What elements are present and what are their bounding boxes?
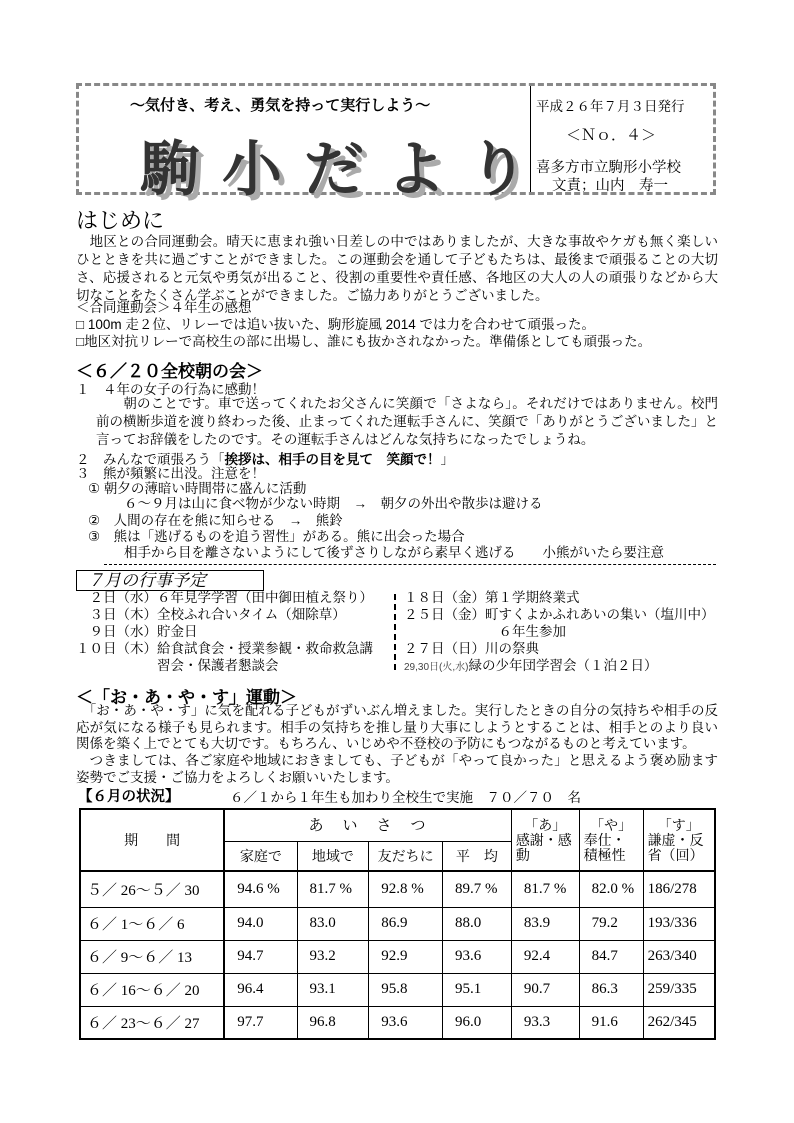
period-header: 期 間 xyxy=(80,809,224,871)
su-header xyxy=(643,809,715,871)
bear-line: 相手から目を離さないようにして後ずさりしながら素早く逃げる 小熊がいたら要注意 xyxy=(124,545,664,560)
assembly-heading: ＜６／２０全校朝の会＞ xyxy=(76,362,263,381)
bear-line: ① 朝夕の薄暗い時間帯に盛んに活動 xyxy=(88,481,307,496)
ya-header-sub: 奉仕・積極性 xyxy=(583,831,626,863)
value-cell: 94.0 xyxy=(224,907,297,940)
schedule-item: 習会・保護者懇談会 xyxy=(76,658,279,673)
schedule-item: ２５日（金）町すくよかふれあいの集い（塩川中） xyxy=(404,607,715,622)
value-cell: 86.3 xyxy=(579,973,643,1006)
period-cell: ６／ 9～６／ 13 xyxy=(80,940,224,973)
schedule-heading: ７月の行事予定 xyxy=(76,570,264,591)
newsletter-title: 駒小だより xyxy=(140,135,550,205)
value-cell: 90.7 xyxy=(511,973,579,1006)
table-row xyxy=(80,1006,715,1039)
schedule-left xyxy=(76,589,373,674)
period-cell: ６／ 23～６／ 27 xyxy=(80,1006,224,1039)
value-cell: 89.7 % xyxy=(443,871,512,907)
intro-bullet: □ 100m 走２位、リレーでは追い抜いた、駒形旋風 2014 では力を合わせて頑張った。 xyxy=(76,317,595,332)
assembly-item-1-body: 朝のことです。車で送ってくれたお父さんに笑顔で「さよなら」。それだけではありません。校門前の横断歩道を渡り終わった後、止まってくれた運転手さんに、笑顔で「ありがとうございました」と言ってお辞儀をしたのです。その運転手さんはどんな気持ちになったでしょうね。 xyxy=(96,396,718,447)
value-cell: 88.0 xyxy=(443,907,512,940)
sub-header-average: 平 均 xyxy=(443,841,512,871)
a-header-title: 「あ」 xyxy=(524,816,567,833)
value-cell: 97.7 xyxy=(224,1006,297,1039)
value-cell: 79.2 xyxy=(579,907,643,940)
author: 文責；山内 寿一 xyxy=(552,178,668,194)
value-cell: 83.9 xyxy=(511,907,579,940)
value-cell: 92.4 xyxy=(511,940,579,973)
schedule-right xyxy=(404,589,715,676)
schedule-divider xyxy=(394,594,396,670)
intro-paragraph: 地区との合同運動会。晴天に恵まれ強い日差しの中ではありましたが、大きな事故やケガも無く楽しいひとときを共に過ごすことができました。この運動会を通して子どもたちは、最後まで頑張ることの大切さ、応援されると元気や勇気が出ること、役割の重要性や責任感、各地区の大人の人の頑張りなどから大切なことをたくさん学ぶことができました。ご協力ありがとうございました。 xyxy=(76,234,718,303)
assembly-item-2-prefix: ２ みんなで頑張ろう「 xyxy=(76,452,225,467)
schedule-item: １８日（金）第１学期終業式 xyxy=(404,590,580,605)
status-note: ６／１から１年生も加わり全校生で実施 ７０／７０ 名 xyxy=(230,790,581,805)
bear-line: ③ 熊は「逃げるものを追う習性」がある。熊に出会った場合 xyxy=(88,529,465,544)
schedule-item: ９日（水）貯金日 xyxy=(76,624,198,639)
schedule-item: ３日（木）全校ふれ合いタイム（畑除草） xyxy=(76,607,346,622)
value-cell: 95.1 xyxy=(443,973,512,1006)
intro-heading-text: はじめに xyxy=(76,208,165,233)
oayasu-paragraph: つきましては、各ご家庭や地域におきましても、子どもが「やって良かった」と思えるよう褒め励ます姿勢でご支援・ご協力をよろしくお願いいたします。 xyxy=(76,753,718,785)
value-cell: 93.1 xyxy=(297,973,369,1006)
value-cell: 81.7 % xyxy=(297,871,369,907)
a-header-sub: 感謝・感動 xyxy=(515,831,572,863)
value-cell: 262/345 xyxy=(643,1006,715,1039)
assembly-item-2-suffix: 」 xyxy=(440,452,454,467)
value-cell: 93.6 xyxy=(443,940,512,973)
table-row xyxy=(80,907,715,940)
period-cell: ５／ 26～５／ 30 xyxy=(80,871,224,907)
assembly-item-3: ３ 熊が頻繁に出没。注意を！ xyxy=(76,466,265,481)
value-cell: 82.0 % xyxy=(579,871,643,907)
intro-subheading: ＜合同運動会＞４年生の感想 xyxy=(76,300,252,315)
value-cell: 259/335 xyxy=(643,973,715,1006)
value-cell: 186/278 xyxy=(643,871,715,907)
value-cell: 94.7 xyxy=(224,940,297,973)
table-row xyxy=(80,940,715,973)
schedule-item: ６年生参加 xyxy=(404,624,566,639)
issue-date: 平成２６年７月３日発行 xyxy=(536,99,685,114)
value-cell: 86.9 xyxy=(369,907,443,940)
ya-header xyxy=(579,809,643,871)
sub-header-community: 地域で xyxy=(297,841,369,871)
value-cell: 95.8 xyxy=(369,973,443,1006)
sub-header-home: 家庭で xyxy=(224,841,297,871)
value-cell: 96.8 xyxy=(297,1006,369,1039)
tagline: ～気付き、考え、勇気を持って実行しよう～ xyxy=(130,97,431,114)
table-row xyxy=(80,871,715,907)
schedule-item: ２７日（日）川の祭典 xyxy=(404,641,539,656)
value-cell: 91.6 xyxy=(579,1006,643,1039)
a-header xyxy=(511,809,579,871)
value-cell: 263/340 xyxy=(643,940,715,973)
greeting-motto: 挨拶は、相手の目を見て 笑顔で！ xyxy=(224,452,441,467)
value-cell: 92.9 xyxy=(369,940,443,973)
value-cell: 96.0 xyxy=(443,1006,512,1039)
intro-heading xyxy=(76,204,164,235)
period-cell: ６／ 1～６／ 6 xyxy=(80,907,224,940)
table-row xyxy=(80,973,715,1006)
intro-bullet: □地区対抗リレーで高校生の部に出場し、誰にも抜かされなかった。準備係としても頑張った。 xyxy=(76,334,652,349)
oayasu-heading: ＜「お・あ・や・す」運動＞ xyxy=(76,688,297,707)
schedule-text: 緑の少年団学習会（１泊２日） xyxy=(468,658,658,673)
value-cell: 84.7 xyxy=(579,940,643,973)
ya-header-title: 「や」 xyxy=(590,816,633,833)
value-cell: 81.7 % xyxy=(511,871,579,907)
value-cell: 94.6 % xyxy=(224,871,297,907)
table-body xyxy=(80,871,715,1039)
su-header-sub: 謙虚・反省（回） xyxy=(647,831,704,863)
schedule-item: １０日（木）給食試食会・授業参観・救命救急講 xyxy=(76,641,373,656)
oayasu-paragraph: 「お・あ・や・す」に気を配れる子どもがずいぶん増えました。実行したときの自分の気持ちや相手の反応が気になる様子も見られます。相手の気持ちを推し量り大事にしようとすることは、相手とのより良い関係を築く上でとても大切です。もちろん、いじめや不登校の予防にもつながるものと考えています。 xyxy=(76,703,718,751)
value-cell: 93.6 xyxy=(369,1006,443,1039)
bear-line: ６～９月は山に食べ物が少ない時期 → 朝夕の外出や散歩は避ける xyxy=(124,496,543,511)
schedule-item: ２日（水）６年見学学習（田中御田植え祭り） xyxy=(76,590,373,605)
period-cell: ６／ 16～６／ 20 xyxy=(80,973,224,1006)
value-cell: 96.4 xyxy=(224,973,297,1006)
value-cell: 83.0 xyxy=(297,907,369,940)
section-divider xyxy=(104,564,716,565)
aisatsu-header: あ い さ つ xyxy=(224,809,511,841)
value-cell: 93.2 xyxy=(297,940,369,973)
bear-line: ② 人間の存在を熊に知らせる → 熊鈴 xyxy=(88,513,343,528)
issue-number: ＜Ｎｏ．４＞ xyxy=(566,127,657,144)
school-name: 喜多方市立駒形小学校 xyxy=(536,160,681,176)
su-header-title: 「す」 xyxy=(657,816,700,833)
status-label: 【６月の状況】 xyxy=(78,789,180,805)
schedule-item xyxy=(404,657,715,676)
value-cell: 93.3 xyxy=(511,1006,579,1039)
value-cell: 193/336 xyxy=(643,907,715,940)
status-table xyxy=(79,808,716,1040)
value-cell: 92.8 % xyxy=(369,871,443,907)
sub-header-friends: 友だちに xyxy=(369,841,443,871)
schedule-date: 29,30日(火,水) xyxy=(404,662,469,673)
assembly-item-1: １ ４年の女子の行為に感動！ xyxy=(76,382,265,397)
